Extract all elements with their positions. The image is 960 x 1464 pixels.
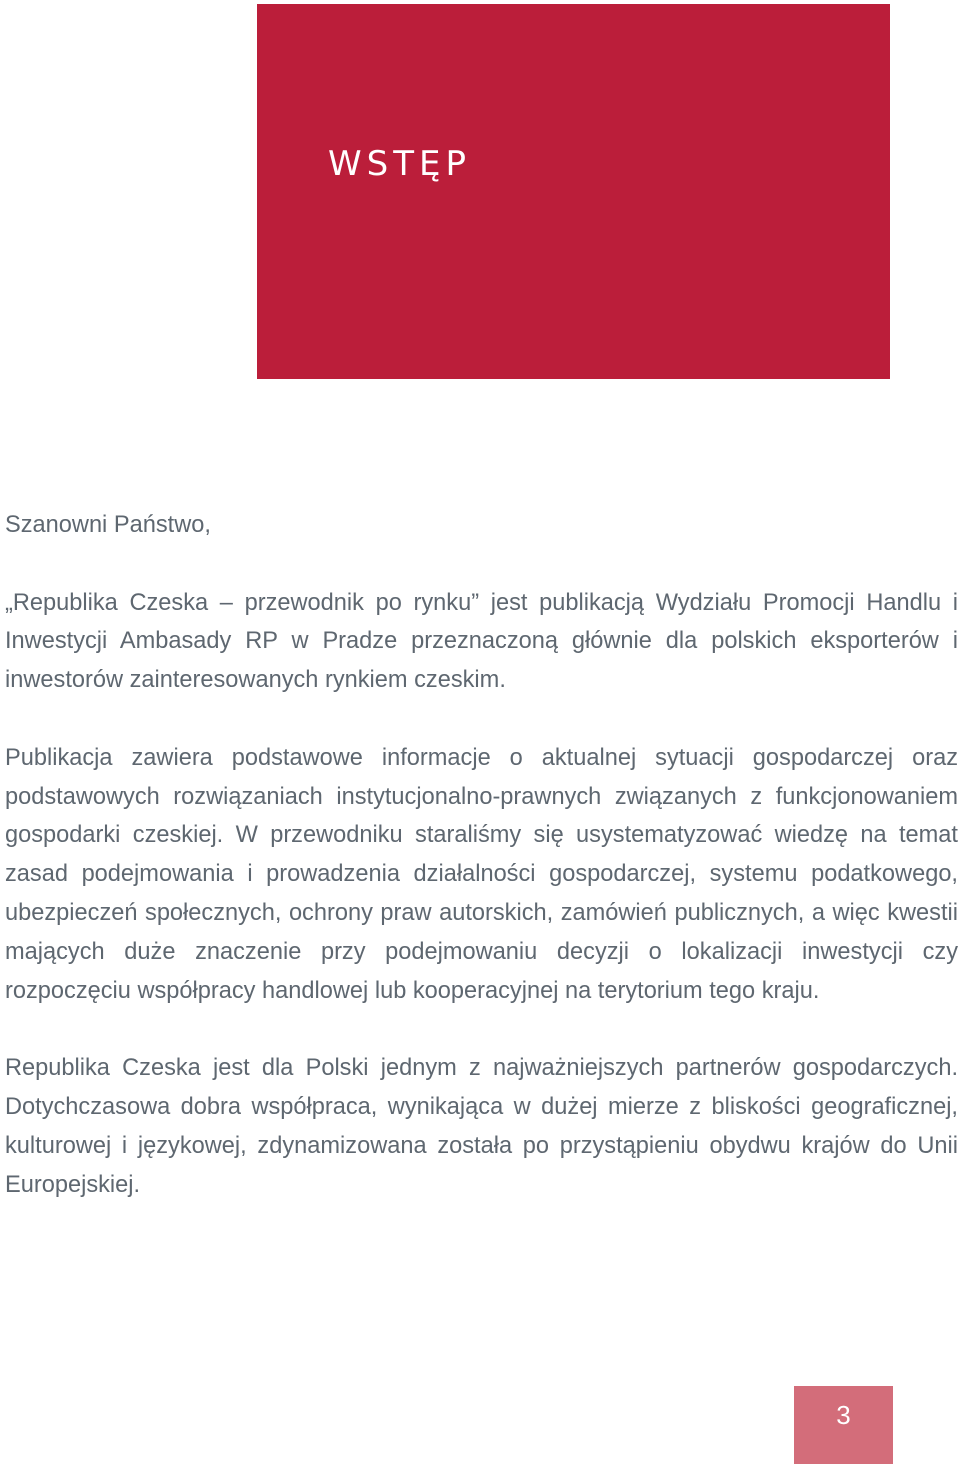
chapter-title: WSTĘP [328,144,471,184]
intro-text [5,506,958,1204]
paragraph-2: Publikacja zawiera podstawowe informacje o aktualnej sytuacji gospodarczej oraz podstawowych rozwiązaniach instytucjonalno-prawnych związanych z funkcjonowaniem gospodarki czeskiej. W przewodniku staraliśmy się usystematyzować wiedzę na temat zasad podejmowania i prowadzenia działalności gospodarczej, systemu podatkowego, ubezpieczeń społecznych, ochrony praw autorskich, zamówień publicznych, a więc kwestii mających duże znaczenie przy podejmowaniu decyzji o lokalizacji inwestycji czy rozpoczęciu współpracy handlowej lub kooperacyjnej na terytorium tego kraju. [5,744,958,1004]
greeting: Szanowni Państwo, [5,512,211,538]
page-number-box [794,1386,893,1464]
paragraph-1: „Republika Czeska – przewodnik po rynku” jest publikacją Wydziału Promocji Handlu i Inwestycji Ambasady RP w Pradze przeznaczoną głównie dla polskich eksporterów i inwestorów zainteresowanych rynkiem czeskim. [5,589,958,694]
chapter-header-box [257,4,890,379]
paragraph-3: Republika Czeska jest dla Polski jednym z najważniejszych partnerów gospodarczych. Dotychczasowa dobra współpraca, wynikająca w dużej mierze z bliskości geograficznej, kulturowej i językowej, zdynamizowana została po przystąpieniu obydwu krajów do Unii Europejskiej. [5,1055,958,1198]
page-number: 3 [836,1400,851,1430]
